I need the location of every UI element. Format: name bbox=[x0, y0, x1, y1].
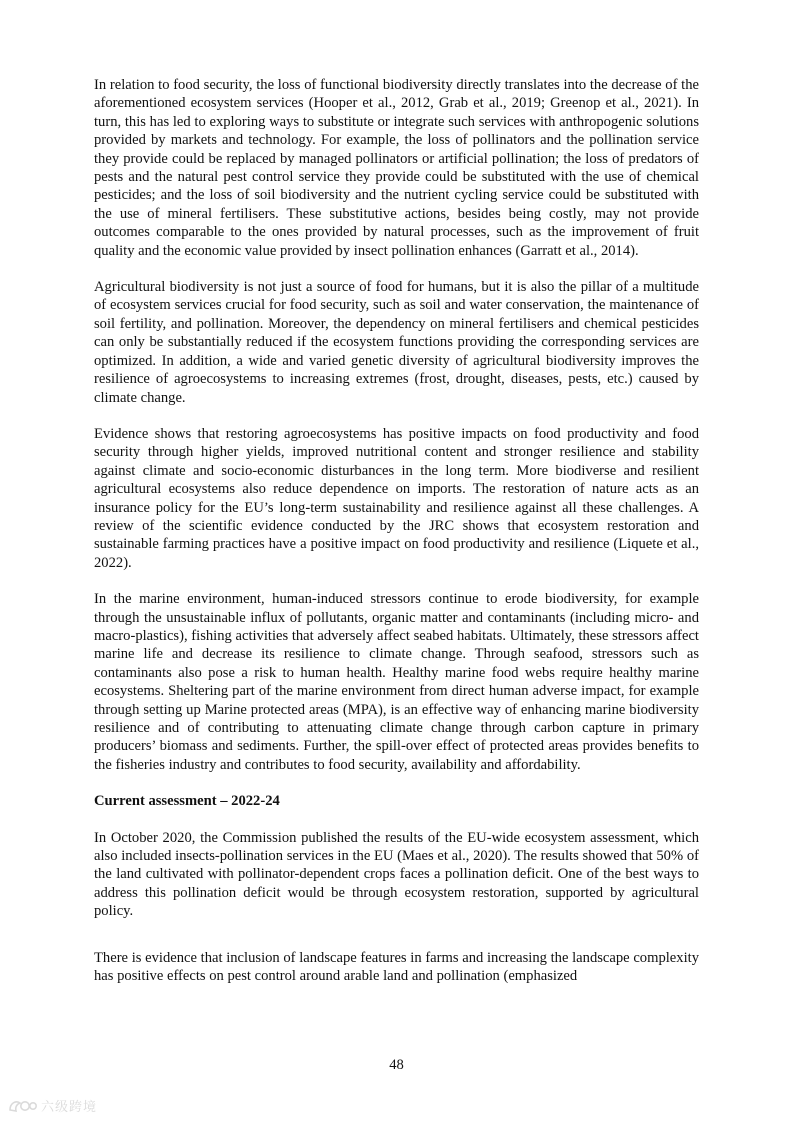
watermark bbox=[8, 1096, 97, 1115]
document-body bbox=[94, 76, 699, 1003]
paragraph-spacer bbox=[94, 939, 699, 949]
paragraph-landscape-features: There is evidence that inclusion of landscape features in farms and increasing the landscape complexity has positive effects on pest control around arable land and pollination (emphasized bbox=[94, 949, 699, 985]
watermark-text: 六级跨境 bbox=[41, 1100, 98, 1115]
section-heading: Current assessment – 2022-24 bbox=[94, 793, 280, 810]
paragraph-agricultural-biodiversity: Agricultural biodiversity is not just a source of food for humans, but it is also the pillar of a multitude of ecosystem services crucial for food security, such as soil and water conservation, the maintenance of soil fertility, and pollination. Moreover, the dependency on mineral fertilisers and chemical pesticides can only be substantially reduced if the ecosystem functions providing the corresponding services are optimized. In addition, a wide and varied genetic diversity of agricultural biodiversity improves the resilience of agroecosystems to increasing extremes (frost, drought, diseases, pests, etc.) caused by climate change. bbox=[94, 279, 699, 406]
paragraph-commission-assessment: In October 2020, the Commission published the results of the EU-wide ecosystem assessment, which also included insects-pollination services in the EU (Maes et al., 2020). The results showed that 50% of the land cultivated with pollinator-dependent crops faces a pollination deficit. One of the best ways to address this pollination deficit would be through ecosystem restoration, supported by agricultural policy. bbox=[94, 829, 699, 920]
paragraph-food-security: In relation to food security, the loss of functional biodiversity directly translates into the decrease of the aforementioned ecosystem services (Hooper et al., 2012, Grab et al., 2019; Greenop et al., 2021). In turn, this has led to exploring ways to substitute or integrate such services with anthropogenic solutions provided by markets and technology. For example, the loss of pollinators and the pollination service they provide could be replaced by managed pollinators or artificial pollination; the loss of predators of pests and the natural pest control service they provide could be substituted with the use of chemical pesticides; and the loss of soil biodiversity and the nutrient cycling service could be substituted with the use of mineral fertilisers. These substitutive actions, besides being costly, may not provide outcomes comparable to the ones provided by natural processes, such as the improvement of fruit quality and the economic value provided by insect pollination enhances (Garratt et al., 2014). bbox=[94, 77, 699, 259]
paragraph-marine-environment: In the marine environment, human-induced stressors continue to erode biodiversity, for example through the unsustainable influx of pollutants, organic matter and contaminants (including micro- and macro-plastics), fishing activities that adversely affect seabed habitats. Ultimately, these stressors affect marine life and decrease its resilience to climate change. Through seafood, stressors such as contaminants also pose a risk to human health. Healthy marine food webs require healthy marine ecosystems. Sheltering part of the marine environment from direct human adverse impact, for example through setting up Marine protected areas (MPA), is an effective way of enhancing marine biodiversity resilience and of contributing to attenuating climate change through carbon capture in primary producers’ biomass and sediments. Further, the spill-over effect of protected areas provides benefits to the fisheries industry and contributes to food security, availability and affordability. bbox=[94, 591, 699, 773]
paragraph-restoring-agroecosystems: Evidence shows that restoring agroecosystems has positive impacts on food productivity and food security through higher yields, improved nutritional content and stronger resilience and stability against climate and socio-economic disturbances in the long term. More biodiverse and resilient agricultural ecosystems also reduce dependence on imports. The restoration of nature acts as an insurance policy for the EU’s long-term sustainability and resilience against all these challenges. A review of the scientific evidence conducted by the JRC shows that ecosystem restoration and sustainable farming practices have a positive impact on food productivity and resilience (Liquete et al., 2022). bbox=[94, 425, 699, 571]
page-number: 48 bbox=[389, 1057, 404, 1073]
watermark-logo-icon bbox=[8, 1098, 38, 1114]
